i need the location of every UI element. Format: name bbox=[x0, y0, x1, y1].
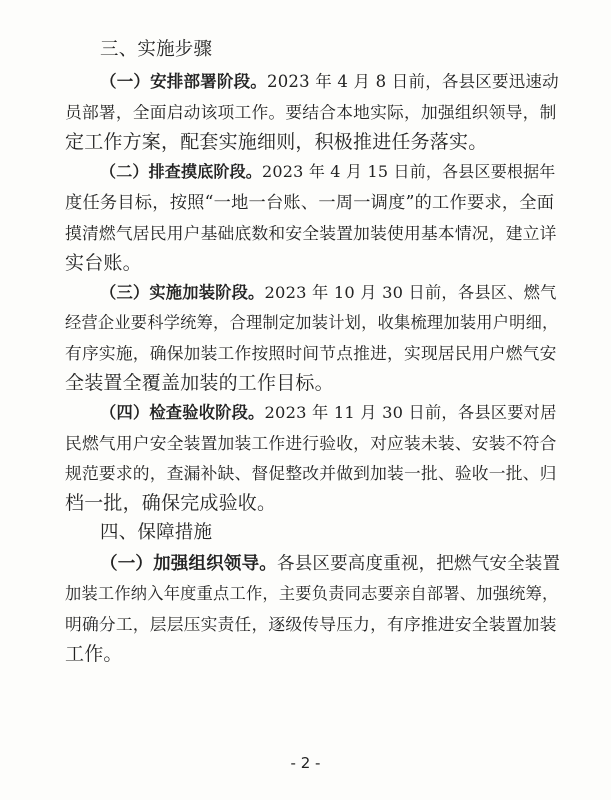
item-text: 2023 年 10 月 30 日前，各县区、燃气 bbox=[264, 283, 557, 302]
paragraph-line: 民燃气用户安全装置加装工作进行验收，对应装未装、安装不符合 bbox=[65, 433, 557, 453]
paragraph-line: 实台账。 bbox=[65, 252, 142, 274]
page-number: - 2 - bbox=[290, 754, 321, 772]
paragraph-line: 度任务目标，按照“一地一台账、一周一调度”的工作要求，全面 bbox=[65, 193, 555, 213]
item-text: 2023 年 4 月 15 日前，各县区要根据年 bbox=[262, 162, 556, 181]
item-text: 2023 年 11 月 30 日前，各县区要对居 bbox=[264, 403, 557, 422]
paragraph-line bbox=[100, 552, 560, 576]
paragraph-line bbox=[100, 160, 556, 184]
paragraph-line bbox=[100, 281, 557, 305]
paragraph-line: 全装置全覆盖加装的工作目标。 bbox=[65, 372, 334, 394]
item-label: （二）排查摸底阶段。 bbox=[100, 162, 263, 181]
item-text: 2023 年 4 月 8 日前，各县区要迅速动 bbox=[267, 72, 559, 91]
section-heading-implementation-steps: 三、实施步骤 bbox=[100, 39, 213, 60]
paragraph-line bbox=[100, 70, 559, 94]
paragraph-line: 明确分工，层层压实责任，逐级传导压力，有序推进安全装置加装 bbox=[65, 614, 557, 634]
paragraph-line: 规范要求的，查漏补缺、督促整改并做到加装一批、验收一批、归 bbox=[65, 463, 557, 483]
paragraph-line: 加装工作纳入年度重点工作，主要负责同志要亲自部署、加强统筹， bbox=[65, 584, 559, 603]
paragraph-line: 摸清燃气居民用户基础底数和安全装置加装使用基本情况，建立详 bbox=[65, 223, 557, 243]
item-label: （四）检查验收阶段。 bbox=[100, 403, 265, 422]
paragraph-line bbox=[100, 401, 557, 425]
paragraph-line: 定工作方案，配套实施细则，积极推进任务落实。 bbox=[65, 131, 488, 153]
item-text: 各县区要高度重视，把燃气安全装置 bbox=[277, 554, 561, 574]
section-heading-safeguard-measures: 四、保障措施 bbox=[100, 522, 213, 543]
item-label: （一）加强组织领导。 bbox=[100, 554, 277, 574]
paragraph-line: 档一批，确保完成验收。 bbox=[65, 492, 277, 514]
paragraph-line: 经营企业要科学统筹，合理制定加装计划，收集梳理加装用户明细， bbox=[65, 313, 559, 332]
item-label: （一）安排部署阶段。 bbox=[100, 72, 267, 91]
item-label: （三）实施加装阶段。 bbox=[100, 283, 265, 302]
paragraph-line: 工作。 bbox=[65, 643, 123, 665]
paragraph-line: 有序实施，确保加装工作按照时间节点推进，实现居民用户燃气安 bbox=[65, 343, 557, 363]
paragraph-line: 员部署，全面启动该项工作。要结合本地实际，加强组织领导，制 bbox=[65, 102, 557, 122]
